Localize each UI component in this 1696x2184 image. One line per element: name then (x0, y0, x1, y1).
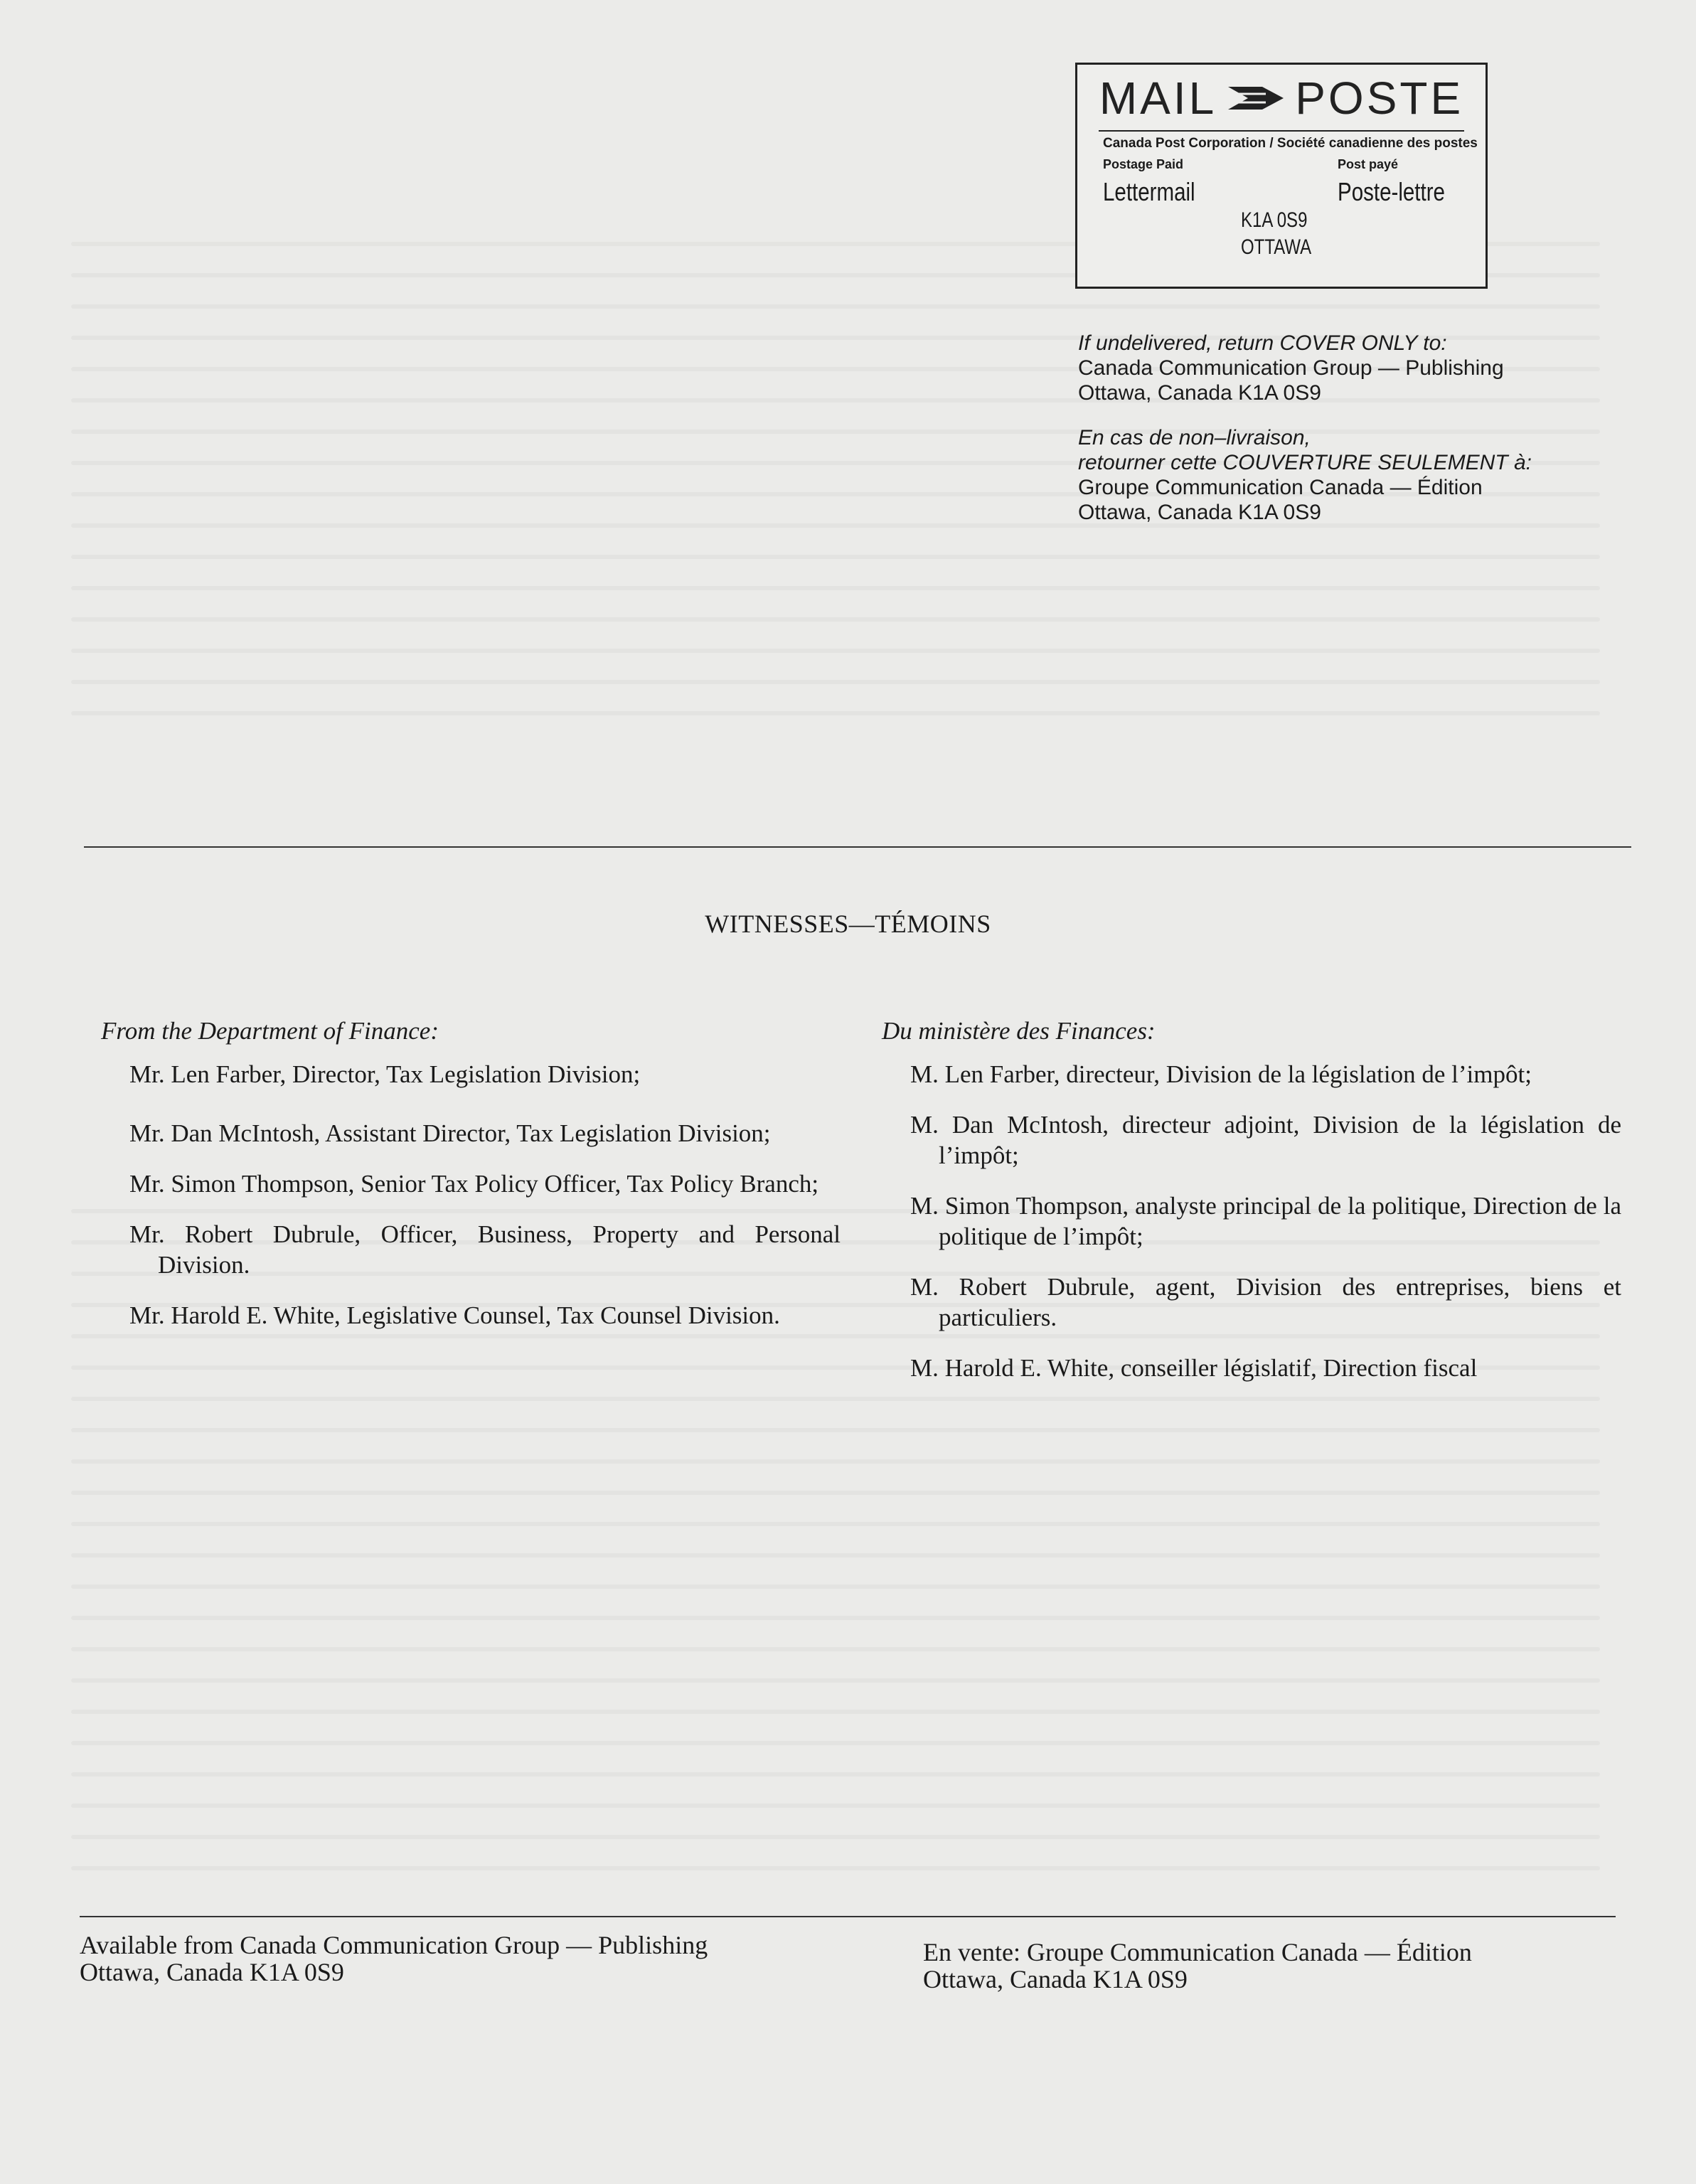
mail-word: MAIL (1099, 73, 1217, 124)
witness-entry-en: Mr. Harold E. White, Legislative Counsel, Tax Counsel Division. (129, 1301, 780, 1329)
bottom-divider (80, 1916, 1616, 1917)
return-heading-fr-2: retourner cette COUVERTURE SEULEMENT à: (1078, 451, 1532, 474)
witnesses-title: WITNESSES—TÉMOINS (705, 910, 991, 938)
post-paye-label: Post payé (1338, 157, 1399, 171)
return-heading-en: If undelivered, return COVER ONLY to: (1078, 331, 1447, 355)
footer-english (80, 1932, 708, 1986)
footer-french (923, 1939, 1472, 1993)
mail-postal-code (1241, 207, 1311, 261)
witnesses-english-column (101, 1016, 841, 1351)
witness-entry-fr: M. Dan McIntosh, directeur adjoint, Division de la législation de l’impôt; (910, 1111, 1621, 1169)
witnesses-french-column (882, 1016, 1621, 1403)
mail-divider (1099, 130, 1464, 132)
return-notice (1078, 331, 1618, 525)
witness-entry-fr: M. Len Farber, directeur, Division de la législation de l’impôt; (910, 1060, 1532, 1088)
english-dept-heading: From the Department of Finance: (101, 1017, 439, 1045)
top-divider (84, 846, 1631, 848)
witness-entry-en: Mr. Len Farber, Director, Tax Legislation Division; (129, 1060, 641, 1088)
french-dept-heading: Du ministère des Finances: (882, 1017, 1156, 1045)
mail-poste-logo (1077, 70, 1486, 126)
postage-paid-label: Postage Paid (1103, 157, 1184, 171)
witness-entry-en: Mr. Simon Thompson, Senior Tax Policy Officer, Tax Policy Branch; (129, 1170, 819, 1198)
postal-city: OTTAWA (1241, 235, 1312, 259)
witness-entry-fr: M. Robert Dubrule, agent, Division des entreprises, biens et particuliers. (910, 1273, 1621, 1331)
return-address-en-2: Ottawa, Canada K1A 0S9 (1078, 381, 1321, 405)
mail-corporation: Canada Post Corporation / Société canadienne des postes (1103, 136, 1478, 151)
return-heading-fr-1: En cas de non–livraison, (1078, 426, 1311, 449)
witness-entry-fr: M. Harold E. White, conseiller législatif, Direction fiscal (910, 1354, 1478, 1382)
return-address-fr-2: Ottawa, Canada K1A 0S9 (1078, 501, 1321, 524)
footer-fr-line1: En vente: Groupe Communication Canada — Édition (923, 1938, 1472, 1966)
witness-entry-en: Mr. Robert Dubrule, Officer, Business, Property and Personal Division. (129, 1220, 841, 1279)
footer-fr-line2: Ottawa, Canada K1A 0S9 (923, 1965, 1188, 1993)
return-address-en-1: Canada Communication Group — Publishing (1078, 356, 1504, 380)
footer-en-line1: Available from Canada Communication Group — Publishing (80, 1931, 708, 1959)
postal-code: K1A 0S9 (1241, 208, 1308, 232)
footer-en-line2: Ottawa, Canada K1A 0S9 (80, 1958, 344, 1986)
canada-post-arrow-icon (1227, 84, 1285, 112)
witness-entry-en: Mr. Dan McIntosh, Assistant Director, Tax Legislation Division; (129, 1119, 771, 1147)
mail-indicia-box (1075, 63, 1488, 289)
witness-entry-fr: M. Simon Thompson, analyste principal de la politique, Direction de la politique de l’impôt; (910, 1192, 1621, 1250)
poste-lettre-label: Poste-lettre (1338, 177, 1445, 206)
lettermail-label: Lettermail (1103, 177, 1195, 206)
poste-word: POSTE (1295, 73, 1464, 124)
return-address-fr-1: Groupe Communication Canada — Édition (1078, 476, 1483, 499)
